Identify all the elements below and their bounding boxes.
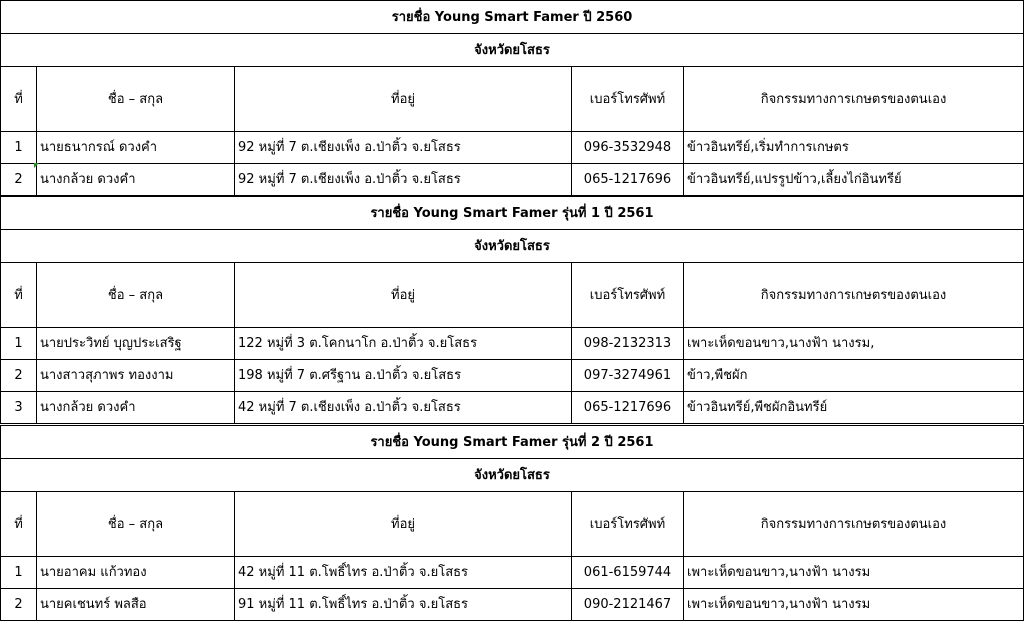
cell-no: 1 — [1, 557, 37, 589]
cell-address: 122 หมู่ที่ 3 ต.โคกนาโก อ.ป่าติ้ว จ.ยโสธร — [235, 328, 572, 360]
cell-address: 42 หมู่ที่ 7 ต.เชียงเพ็ง อ.ป่าติ้ว จ.ยโสธร — [235, 392, 572, 424]
section-title: รายชื่อ Young Smart Famer รุ่นที่ 2 ปี 2561 — [1, 426, 1024, 459]
cell-activity: ข้าวอินทรีย์,เริ่มทำการเกษตร — [684, 132, 1024, 164]
header-address: ที่อยู่ — [235, 263, 572, 328]
cell-name: นางกล้วย ดวงคำ — [37, 392, 235, 424]
header-phone: เบอร์โทรศัพท์ — [572, 67, 684, 132]
province-label: จังหวัดยโสธร — [1, 34, 1024, 67]
header-no: ที่ — [1, 492, 37, 557]
table-row — [1, 164, 1024, 196]
cell-activity: เพาะเห็ดขอนขาว,นางฟ้า นางรม, — [684, 328, 1024, 360]
cell-no: 2 — [1, 164, 37, 196]
cell-phone: 065-1217696 — [572, 392, 684, 424]
section-2560-table — [0, 0, 1024, 196]
province-label: จังหวัดยโสธร — [1, 230, 1024, 263]
cell-address: 92 หมู่ที่ 7 ต.เชียงเพ็ง อ.ป่าติ้ว จ.ยโสธร — [235, 164, 572, 196]
header-row — [1, 263, 1024, 328]
cell-no: 3 — [1, 392, 37, 424]
cell-address: 198 หมู่ที่ 7 ต.ศรีฐาน อ.ป่าติ้ว จ.ยโสธร — [235, 360, 572, 392]
cell-address: 92 หมู่ที่ 7 ต.เชียงเพ็ง อ.ป่าติ้ว จ.ยโสธร — [235, 132, 572, 164]
header-name: ชื่อ – สกุล — [37, 263, 235, 328]
cell-activity: เพาะเห็ดขอนขาว,นางฟ้า นางรม — [684, 557, 1024, 589]
header-activity: กิจกรรมทางการเกษตรของตนเอง — [684, 67, 1024, 132]
cell-comment-marker — [34, 163, 39, 168]
table-row — [1, 360, 1024, 392]
header-activity: กิจกรรมทางการเกษตรของตนเอง — [684, 263, 1024, 328]
header-address: ที่อยู่ — [235, 492, 572, 557]
section-title: รายชื่อ Young Smart Famer รุ่นที่ 1 ปี 2561 — [1, 197, 1024, 230]
cell-no: 1 — [1, 328, 37, 360]
header-address: ที่อยู่ — [235, 67, 572, 132]
cell-activity: เพาะเห็ดขอนขาว,นางฟ้า นางรม — [684, 589, 1024, 621]
table-row — [1, 589, 1024, 621]
header-no: ที่ — [1, 67, 37, 132]
cell-activity: ข้าว,พืชผัก — [684, 360, 1024, 392]
section-2561-gen2-table — [0, 425, 1024, 621]
table-row — [1, 557, 1024, 589]
table-row — [1, 328, 1024, 360]
header-activity: กิจกรรมทางการเกษตรของตนเอง — [684, 492, 1024, 557]
cell-activity: ข้าวอินทรีย์,แปรรูปข้าว,เลี้ยงไก่อินทรีย์ — [684, 164, 1024, 196]
cell-name: นายธนากรณ์ ดวงคำ — [37, 132, 235, 164]
cell-name: นางกล้วย ดวงคำ — [37, 164, 235, 196]
cell-phone: 097-3274961 — [572, 360, 684, 392]
cell-address: 42 หมู่ที่ 11 ต.โพธิ์ไทร อ.ป่าติ้ว จ.ยโสธร — [235, 557, 572, 589]
header-name: ชื่อ – สกุล — [37, 492, 235, 557]
cell-name: นายอาคม แก้วทอง — [37, 557, 235, 589]
cell-phone: 096-3532948 — [572, 132, 684, 164]
header-no: ที่ — [1, 263, 37, 328]
cell-phone: 061-6159744 — [572, 557, 684, 589]
table-row — [1, 392, 1024, 424]
cell-name: นายประวิทย์ บุญประเสริฐ — [37, 328, 235, 360]
cell-no: 2 — [1, 360, 37, 392]
cell-phone: 065-1217696 — [572, 164, 684, 196]
cell-phone: 098-2132313 — [572, 328, 684, 360]
section-2561-gen1-table — [0, 196, 1024, 424]
table-row — [1, 132, 1024, 164]
cell-address: 91 หมู่ที่ 11 ต.โพธิ์ไทร อ.ป่าติ้ว จ.ยโสธร — [235, 589, 572, 621]
header-row — [1, 492, 1024, 557]
header-phone: เบอร์โทรศัพท์ — [572, 492, 684, 557]
header-name: ชื่อ – สกุล — [37, 67, 235, 132]
section-title: รายชื่อ Young Smart Famer ปี 2560 — [1, 1, 1024, 34]
cell-no: 2 — [1, 589, 37, 621]
cell-no: 1 — [1, 132, 37, 164]
header-phone: เบอร์โทรศัพท์ — [572, 263, 684, 328]
header-row — [1, 67, 1024, 132]
cell-phone: 090-2121467 — [572, 589, 684, 621]
cell-activity: ข้าวอินทรีย์,พืชผักอินทรีย์ — [684, 392, 1024, 424]
cell-name: นายคเชนทร์ พลสือ — [37, 589, 235, 621]
cell-name: นางสาวสุภาพร ทองงาม — [37, 360, 235, 392]
province-label: จังหวัดยโสธร — [1, 459, 1024, 492]
